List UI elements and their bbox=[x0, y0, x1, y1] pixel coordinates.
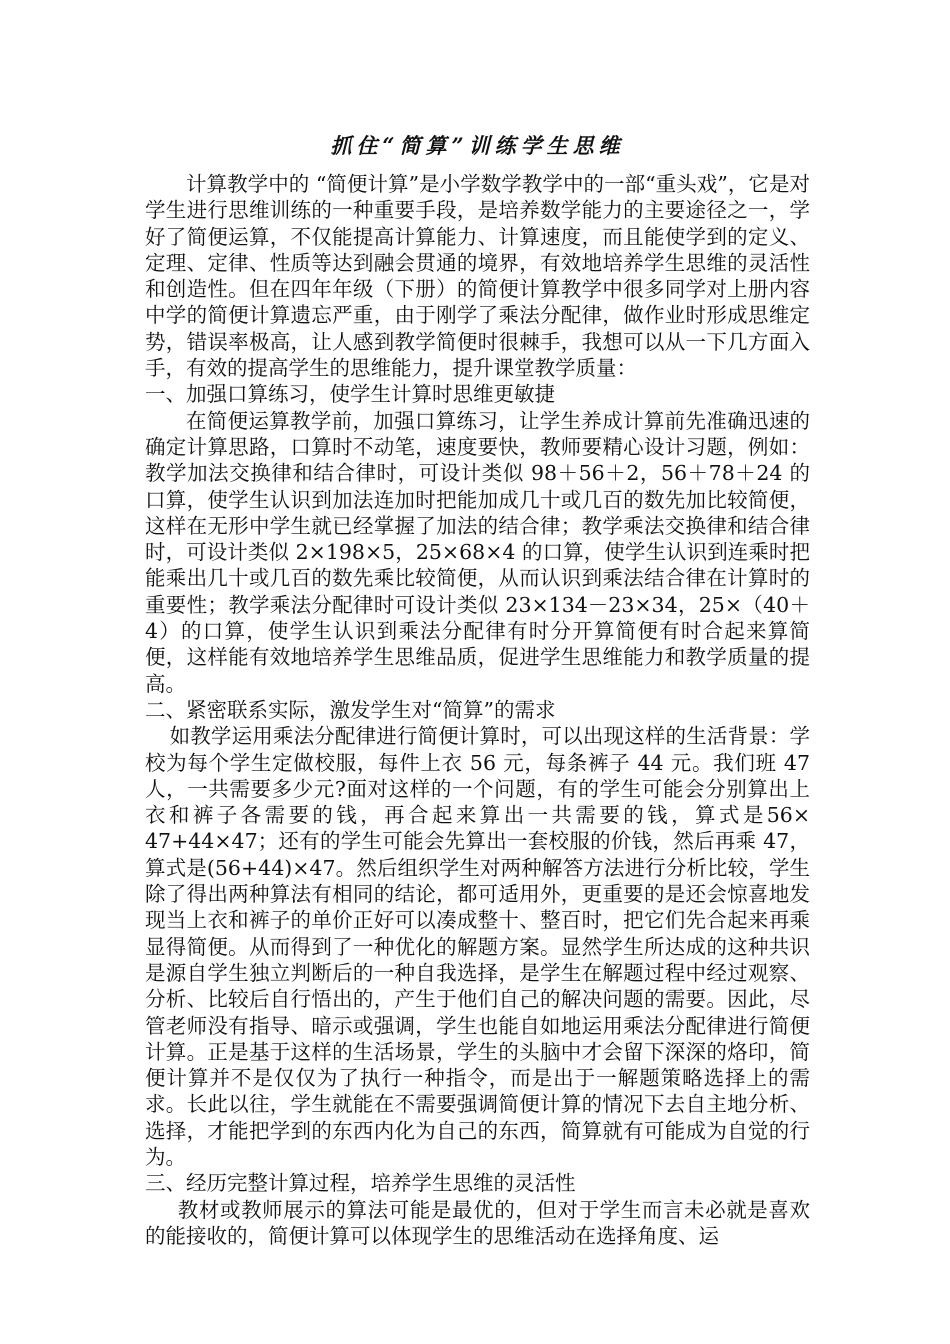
section3-paragraph: 教材或教师展示的算法可能是最优的，但对于学生而言未必就是喜欢的能接收的，简便计算可以体现学生的思维活动在选择角度、运 bbox=[145, 1197, 810, 1248]
section3-heading: 三、经历完整计算过程，培养学生思维的灵活性 bbox=[145, 1171, 576, 1196]
section1-heading: 一、加强口算练习，使学生计算时思维更敏捷 bbox=[145, 382, 555, 407]
section1-paragraph: 在简便运算教学前，加强口算练习，让学生养成计算前先准确迅速的确定计算思路，口算时不动笔，速度要快，教师要精心设计习题，例如：教学加法交换律和结合律时，可设计类似 98＋56＋2，56＋78＋24 的口算，使学生认识到加法连加时把能加成几十或几百的数先加比较简便，这样在无形中学生就已经掌握了加法的结合律；教学乘法交换律和结合律时，可设计类似 2×198×5，25×68×4 的口算，使学生认识到连乘时把能乘出几十或几百的数先乘比较简便，从而认识到乘法结合律在计算时的重要性；教学乘法分配律时可设计类似 23×134－23×34，25×（40＋4）的口算，使学生认识到乘法分配律有时分开算简便有时合起来算简便，这样能有效地培养学生思维品质，促进学生思维能力和教学质量的提高。 bbox=[145, 408, 810, 696]
section2-paragraph: 如教学运用乘法分配律进行简便计算时，可以出现这样的生活背景：学校为每个学生定做校服，每件上衣 56 元，每条裤子 44 元。我们班 47 人，一共需要多少元?面对这样的一个问题，有的学生可能会分别算出上衣和裤子各需要的钱，再合起来算出一共需要的钱，算式是56× 47+44×47；还有的学生可能会先算出一套校服的价钱，然后再乘 47，算式是(56+44)×47。然后组织学生对两种解答方法进行分析比较，学生除了得出两种算法有相同的结论，都可适用外，更重要的是还会惊喜地发现当上衣和裤子的单价正好可以凑成整十、整百时，把它们先合起来再乘显得简便。从而得到了一种优化的解题方案。显然学生所达成的这种共识是源自学生独立判断后的一种自我选择，是学生在解题过程中经过观察、分析、比较后自行悟出的，产生于他们自己的解决问题的需要。因此，尽管老师没有指导、暗示或强调，学生也能自如地运用乘法分配律进行简便计算。正是基于这样的生活场景，学生的头脑中才会留下深深的烙印，简便计算并不是仅仅为了执行一种指令，而是出于一解题策略选择上的需求。长此以往，学生就能在不需要强调简便计算的情况下去自主地分析、选择，才能把学到的东西内化为自己的东西，简算就有可能成为自觉的行为。 bbox=[145, 724, 810, 1169]
document-title: 抓住“简算”训练学生思维 bbox=[330, 133, 625, 158]
section2-heading: 二、紧密联系实际，激发学生对“简算”的需求 bbox=[145, 697, 556, 722]
intro-paragraph: 计算教学中的 “简便计算”是小学数学教学中的一部“重头戏”，它是对学生进行思维训练的一种重要手段，是培养数学能力的主要途径之一，学好了简便运算，不仅能提高计算能力、计算速度，而且能使学到的定义、定理、定律、性质等达到融会贯通的境界，有效地培养学生思维的灵活性和创造性。但在四年年级（下册）的简便计算教学中很多同学对上册内容中学的简便计算遗忘严重，由于刚学了乘法分配律，做作业时形成思维定势，错误率极高，让人感到教学简便时很棘手，我想可以从一下几方面入手，有效的提高学生的思维能力，提升课堂教学质量： bbox=[145, 172, 810, 381]
document-content bbox=[145, 131, 810, 1249]
